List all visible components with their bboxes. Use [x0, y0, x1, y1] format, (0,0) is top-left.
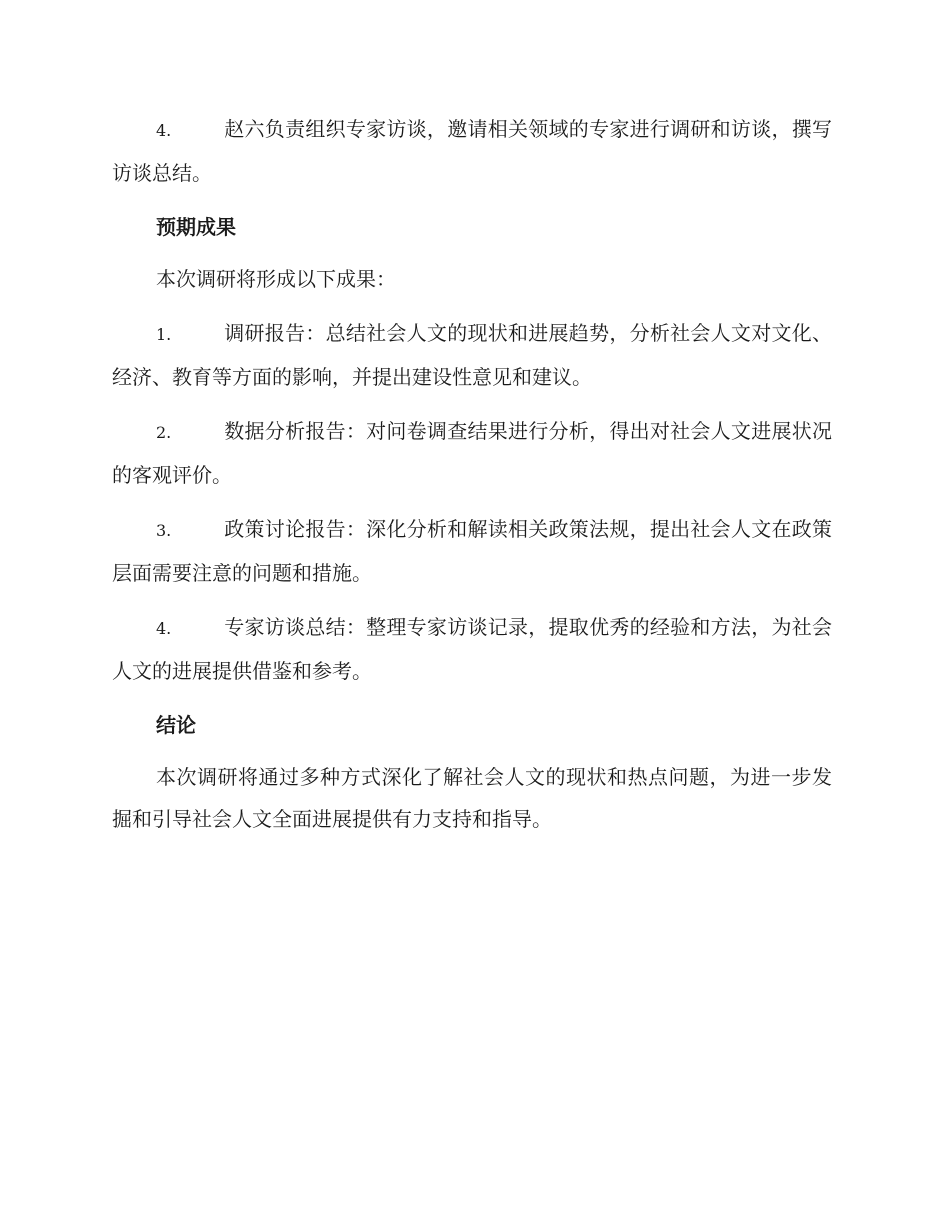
list-number: 2. [156, 423, 172, 442]
list-item [112, 606, 832, 692]
expected-results-intro: 本次调研将形成以下成果： [156, 267, 396, 291]
list-number: 3. [156, 521, 172, 540]
section-heading-conclusion: 结论 [156, 713, 196, 737]
section-heading-expected-results: 预期成果 [156, 215, 236, 239]
list-number: 4. [156, 619, 172, 638]
list-item [112, 108, 832, 194]
list-text: 赵六负责组织专家访谈，邀请相关领域的专家进行调研和访谈，撰写访谈总结。 [112, 117, 832, 185]
list-text: 数据分析报告：对问卷调查结果进行分析，得出对社会人文进展状况的客观评价。 [112, 419, 832, 487]
list-number: 4. [156, 121, 172, 140]
conclusion-paragraph: 本次调研将通过多种方式深化了解社会人文的现状和热点问题，为进一步发掘和引导社会人文全面进展提供有力支持和指导。 [112, 765, 832, 831]
list-item [112, 312, 832, 398]
list-number: 1. [156, 325, 172, 344]
list-text: 调研报告：总结社会人文的现状和进展趋势，分析社会人文对文化、经济、教育等方面的影响，并提出建设性意见和建议。 [112, 321, 832, 389]
document-body [112, 108, 832, 852]
list-item [112, 508, 832, 594]
list-text: 专家访谈总结：整理专家访谈记录，提取优秀的经验和方法，为社会人文的进展提供借鉴和参考。 [112, 615, 832, 683]
list-text: 政策讨论报告：深化分析和解读相关政策法规，提出社会人文在政策层面需要注意的问题和措施。 [112, 517, 832, 585]
list-item [112, 410, 832, 496]
